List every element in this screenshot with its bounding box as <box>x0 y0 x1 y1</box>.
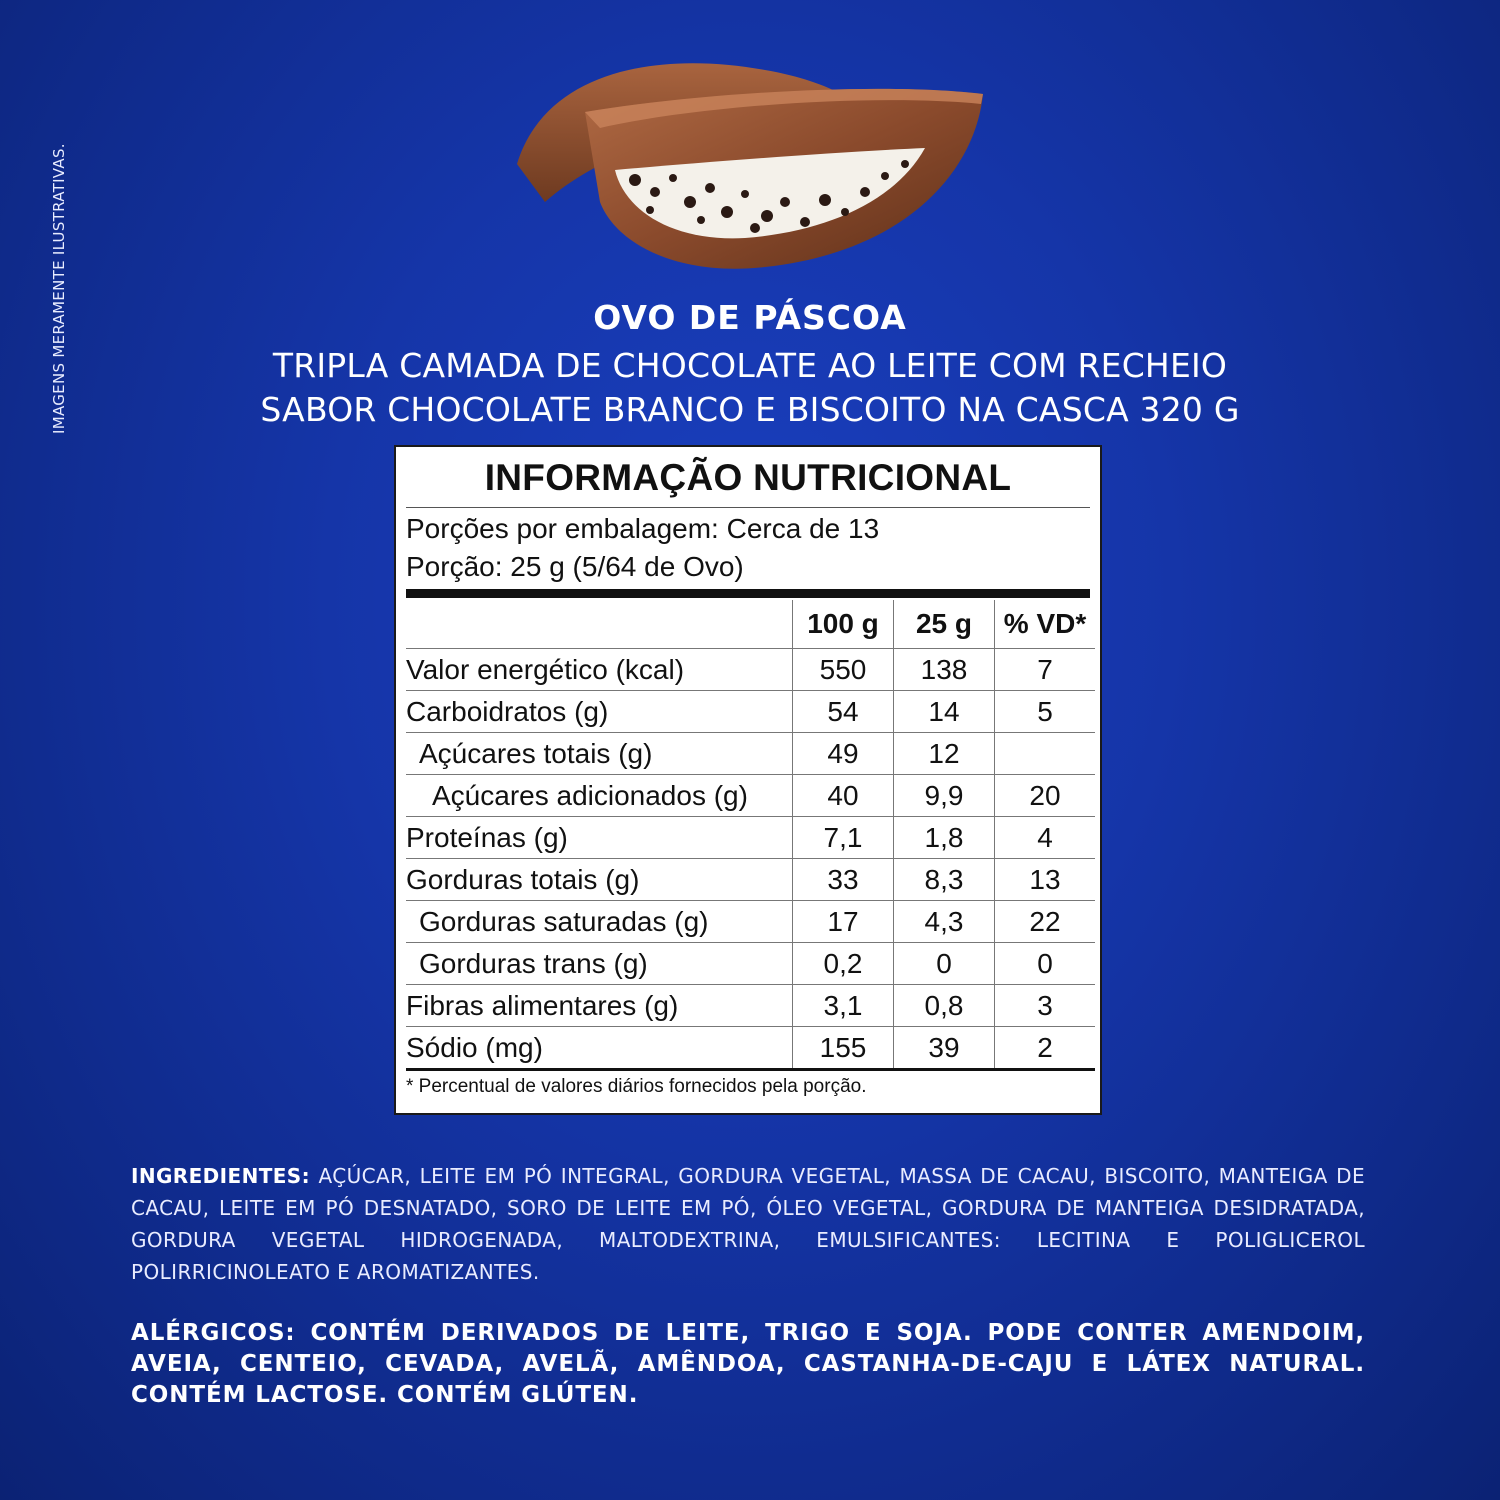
row-per-100g: 49 <box>793 733 894 775</box>
disclaimer-vertical-text: IMAGENS MERAMENTE ILUSTRATIVAS. <box>50 143 68 434</box>
row-per-100g: 0,2 <box>793 943 894 985</box>
row-per-100g: 33 <box>793 859 894 901</box>
row-daily-value <box>995 733 1096 775</box>
row-label: Gorduras saturadas (g) <box>406 901 793 943</box>
row-per-25g: 4,3 <box>894 901 995 943</box>
row-daily-value: 13 <box>995 859 1096 901</box>
row-per-25g: 1,8 <box>894 817 995 859</box>
product-title: OVO DE PÁSCOA <box>593 298 907 337</box>
row-daily-value: 22 <box>995 901 1096 943</box>
row-daily-value: 7 <box>995 649 1096 691</box>
row-per-25g: 12 <box>894 733 995 775</box>
row-per-25g: 0,8 <box>894 985 995 1027</box>
row-label: Açúcares totais (g) <box>406 733 793 775</box>
row-label: Valor energético (kcal) <box>406 649 793 691</box>
row-label: Gorduras trans (g) <box>406 943 793 985</box>
header-per-25g: 25 g <box>894 600 995 649</box>
row-per-25g: 14 <box>894 691 995 733</box>
thick-divider <box>406 589 1090 598</box>
table-row <box>406 1027 1095 1070</box>
nutrition-facts-panel <box>394 445 1102 1115</box>
header-per-100g: 100 g <box>793 600 894 649</box>
row-per-25g: 39 <box>894 1027 995 1070</box>
product-subtitle-line-2: SABOR CHOCOLATE BRANCO E BISCOITO NA CASCA 320 G <box>260 390 1240 429</box>
nutrition-title: INFORMAÇÃO NUTRICIONAL <box>484 457 1012 498</box>
table-row <box>406 859 1095 901</box>
table-header-row <box>406 600 1095 649</box>
row-per-25g: 9,9 <box>894 775 995 817</box>
ingredients-paragraph <box>131 1160 1365 1288</box>
row-daily-value: 20 <box>995 775 1096 817</box>
row-per-25g: 0 <box>894 943 995 985</box>
row-label: Sódio (mg) <box>406 1027 793 1070</box>
allergens-paragraph: ALÉRGICOS: CONTÉM DERIVADOS DE LEITE, TRIGO E SOJA. PODE CONTER AMENDOIM, AVEIA, CENTEIO, CEVADA, AVELÃ, AMÊNDOA, CASTANHA-DE-CAJU E LÁTEX NATURAL. CONTÉM LACTOSE. CONTÉM GLÚTEN. <box>131 1320 1365 1408</box>
row-per-100g: 17 <box>793 901 894 943</box>
row-label: Proteínas (g) <box>406 817 793 859</box>
table-row <box>406 943 1095 985</box>
row-label: Carboidratos (g) <box>406 691 793 733</box>
serving-size: Porção: 25 g (5/64 de Ovo) <box>406 551 744 582</box>
row-per-100g: 40 <box>793 775 894 817</box>
row-daily-value: 4 <box>995 817 1096 859</box>
row-per-100g: 155 <box>793 1027 894 1070</box>
header-daily-value: % VD* <box>995 600 1096 649</box>
table-row <box>406 733 1095 775</box>
row-label: Açúcares adicionados (g) <box>406 775 793 817</box>
divider <box>406 507 1090 508</box>
row-daily-value: 2 <box>995 1027 1096 1070</box>
chocolate-easter-egg-half-icon <box>505 52 995 282</box>
row-per-25g: 138 <box>894 649 995 691</box>
row-daily-value: 0 <box>995 943 1096 985</box>
table-row <box>406 691 1095 733</box>
row-daily-value: 5 <box>995 691 1096 733</box>
row-daily-value: 3 <box>995 985 1096 1027</box>
row-label: Gorduras totais (g) <box>406 859 793 901</box>
header-label <box>406 600 793 649</box>
row-label: Fibras alimentares (g) <box>406 985 793 1027</box>
row-per-100g: 7,1 <box>793 817 894 859</box>
row-per-100g: 3,1 <box>793 985 894 1027</box>
table-row <box>406 817 1095 859</box>
product-subtitle-line-1: TRIPLA CAMADA DE CHOCOLATE AO LEITE COM RECHEIO <box>272 346 1228 385</box>
servings-per-package: Porções por embalagem: Cerca de 13 <box>406 513 880 544</box>
row-per-100g: 550 <box>793 649 894 691</box>
table-row <box>406 775 1095 817</box>
ingredients-text: AÇÚCAR, LEITE EM PÓ INTEGRAL, GORDURA VEGETAL, MASSA DE CACAU, BISCOITO, MANTEIGA DE CACAU, LEITE EM PÓ DESNATADO, SORO DE LEITE EM PÓ, ÓLEO VEGETAL, GORDURA DE MANTEIGA DESIDRATADA, GORDURA VEGETAL HIDROGENADA, MALTODEXTRINA, EMULSIFICANTES: LECITINA E POLIGLICEROL POLIRRICINOLEATO E AROMATIZANTES. <box>131 1164 1365 1284</box>
row-per-100g: 54 <box>793 691 894 733</box>
ingredients-label: INGREDIENTES: <box>131 1164 311 1188</box>
nutrition-footnote: * Percentual de valores diários fornecidos pela porção. <box>406 1076 867 1097</box>
table-row <box>406 985 1095 1027</box>
nutrition-table <box>406 600 1095 1071</box>
table-row <box>406 649 1095 691</box>
row-per-25g: 8,3 <box>894 859 995 901</box>
table-row <box>406 901 1095 943</box>
